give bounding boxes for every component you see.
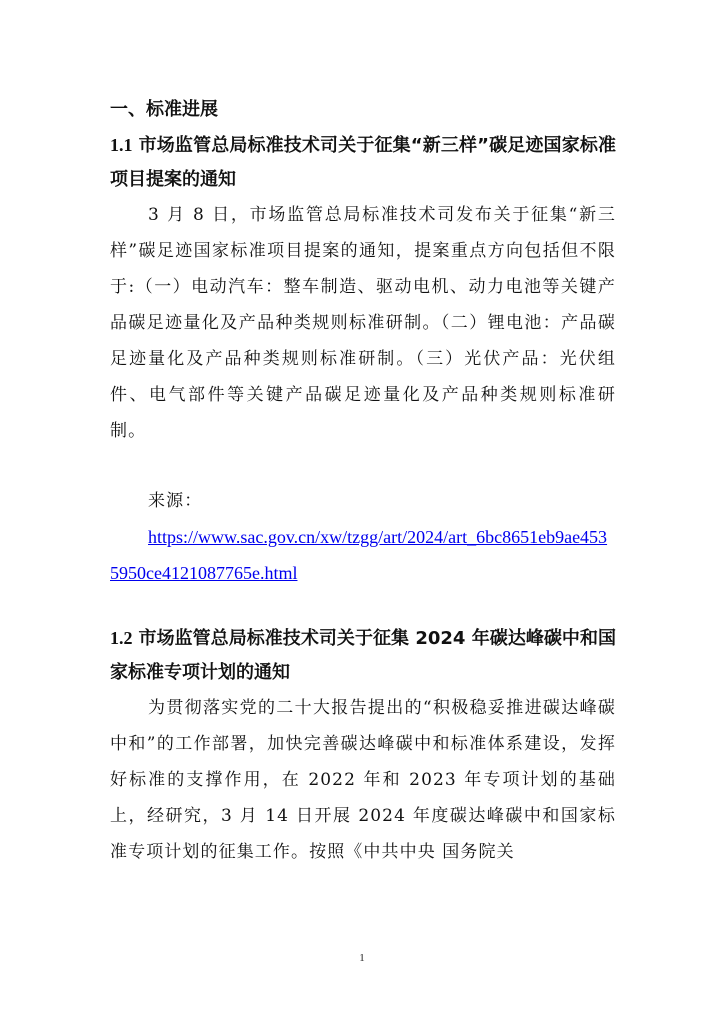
spacer bbox=[110, 591, 616, 621]
spacer bbox=[110, 449, 616, 483]
page-number: 1 bbox=[359, 952, 365, 964]
item-1-heading bbox=[110, 128, 616, 197]
source-label: 来源： bbox=[148, 491, 203, 511]
item-1-number: 1.1 bbox=[110, 135, 133, 155]
item-2-body: 为贯彻落实党的二十大报告提出的“积极稳妥推进碳达峰碳中和”的工作部署，加快完善碳达峰碳中和标准体系建设，发挥好标准的支撑作用，在 2022 年和 2023 年专项计划的基础上，经研究，3 月 14 日开展 2024 年度碳达峰碳中和国家标准专项计划的征集工作。按照《中共中央 国务院关 bbox=[110, 698, 616, 862]
source-link[interactable]: https://www.sac.gov.cn/xw/tzgg/art/2024/art_6bc8651eb9ae4535950ce4121087765e.html bbox=[110, 527, 608, 583]
document-page bbox=[110, 92, 616, 870]
item-1-body: 3 月 8 日，市场监管总局标准技术司发布关于征集“新三样”碳足迹国家标准项目提案的通知，提案重点方向包括但不限于:（一）电动汽车：整车制造、驱动电机、动力电池等关键产品碳足迹量化及产品种类规则标准研制。（二）锂电池：产品碳足迹量化及产品种类规则标准研制。（三）光伏产品：光伏组件、电气部件等关键产品碳足迹量化及产品种类规则标准研制。 bbox=[110, 205, 616, 441]
item-2-title: 市场监管总局标准技术司关于征集 2024 年碳达峰碳中和国家标准专项计划的通知 bbox=[110, 628, 616, 683]
item-2-heading bbox=[110, 621, 616, 690]
item-1-title: 市场监管总局标准技术司关于征集“新三样”碳足迹国家标准项目提案的通知 bbox=[110, 135, 616, 190]
section-heading: 一、标准进展 bbox=[110, 99, 218, 120]
item-2-number: 1.2 bbox=[110, 628, 133, 648]
